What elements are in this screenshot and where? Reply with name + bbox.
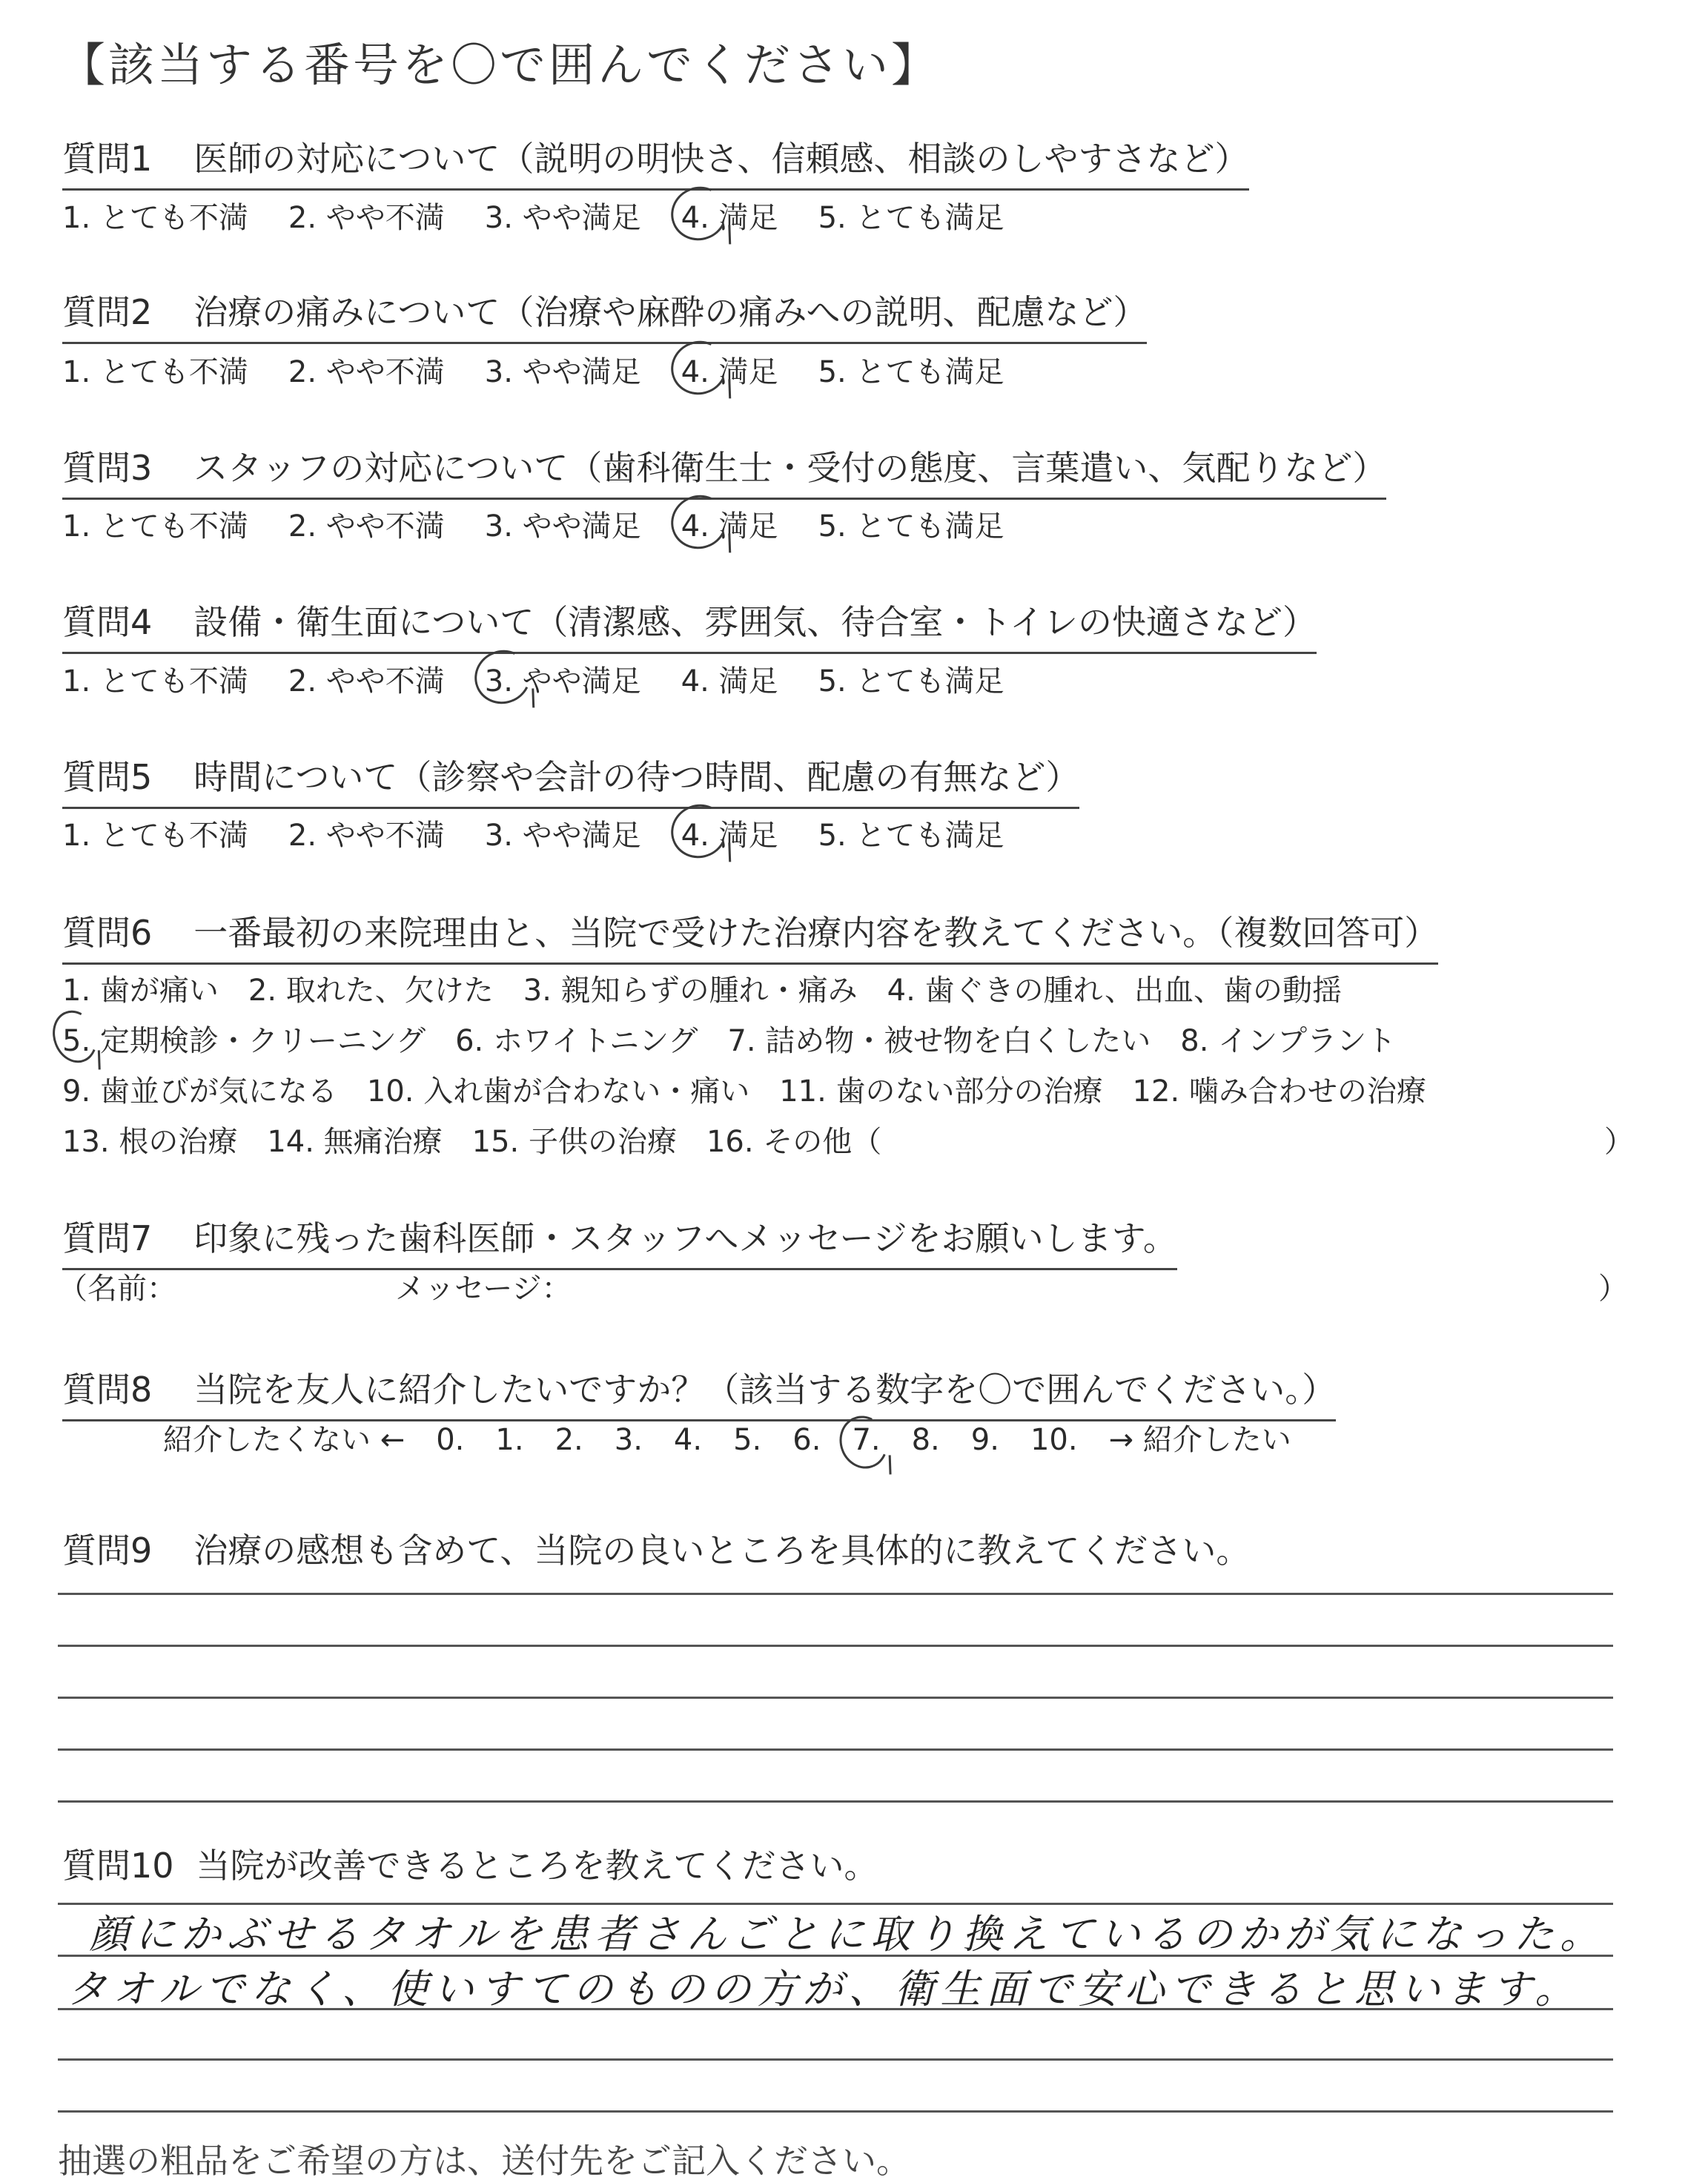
q10-handwritten-answer-2: タオルでなく、使いすてのものの方が、衛生面で安心できると思います。 (67, 1966, 1581, 2012)
question-8-text: 当院を友人に紹介したいですか？（該当する数字を〇で囲んでください。） (193, 1370, 1337, 1410)
q6-option-14[interactable]: 14. 無痛治療 (267, 1125, 443, 1159)
question-9-number: 質問9 (62, 1530, 153, 1571)
q4-option-2[interactable]: 2. やや不満 (288, 664, 445, 699)
q9-answer-line-4[interactable] (58, 1748, 1613, 1751)
question-6-title (62, 906, 1438, 965)
question-1-title (62, 132, 1249, 191)
question-5-number: 質問5 (62, 757, 153, 797)
q8-score-2[interactable]: 2. (555, 1423, 583, 1457)
question-4-number: 質問4 (62, 602, 153, 642)
question-1-text: 医師の対応について（説明の明快さ、信頼感、相談のしやすさなど） (193, 139, 1249, 179)
q5-option-5[interactable]: 5. とても満足 (818, 819, 1004, 853)
q2-option-1[interactable]: 1. とても不満 (62, 355, 248, 389)
q6-option-16[interactable]: 16. その他（ (706, 1125, 882, 1159)
question-6-text: 一番最初の来院理由と、当院で受けた治療内容を教えてください。（複数回答可） (193, 913, 1439, 953)
q8-score-9[interactable]: 9. (970, 1423, 999, 1457)
q6-option-4[interactable]: 4. 歯ぐきの腫れ、出血、歯の動揺 (887, 974, 1342, 1008)
q6-option-10[interactable]: 10. 入れ歯が合わない・痛い (366, 1074, 750, 1109)
question-5-title (62, 750, 1079, 809)
q8-score-4[interactable]: 4. (673, 1423, 703, 1457)
q6-options-row-1 (62, 967, 1371, 1009)
q6-options-row-3 (62, 1068, 1456, 1110)
q8-score-1[interactable]: 1. (495, 1423, 524, 1457)
q6-option-13[interactable]: 13. 根の治療 (62, 1125, 238, 1159)
q7-close-paren: ） (1598, 1272, 1628, 1306)
q2-option-3[interactable]: 3. やや満足 (484, 355, 641, 389)
q8-score-5[interactable]: 5. (733, 1423, 762, 1457)
q7-name-label: （名前： (58, 1272, 176, 1306)
q10-answer-line-2 (58, 1955, 1613, 1957)
q4-option-3-selected[interactable]: 3. やや満足 (485, 658, 641, 700)
q8-scale (163, 1416, 1323, 1459)
q5-option-2[interactable]: 2. やや不満 (288, 819, 445, 853)
q6-option-3[interactable]: 3. 親知らずの腫れ・痛み (523, 974, 858, 1008)
q8-score-0[interactable]: 0. (436, 1423, 465, 1457)
q6-option-8[interactable]: 8. インプラント (1180, 1024, 1397, 1058)
q3-option-1[interactable]: 1. とても不満 (62, 509, 248, 544)
q8-score-10[interactable]: 10. (1030, 1423, 1078, 1457)
q8-left-label: 紹介したくない ← (163, 1423, 406, 1457)
q1-option-2[interactable]: 2. やや不満 (288, 201, 445, 235)
question-7-title (62, 1212, 1177, 1270)
question-4-text: 設備・衛生面について（清潔感、雰囲気、待合室・トイレの快適さなど） (193, 602, 1317, 642)
q1-option-4-selected[interactable]: 4. 満足 (681, 194, 778, 237)
question-2-number: 質問2 (62, 292, 153, 332)
question-3-options (62, 503, 1004, 545)
q9-answer-line-1[interactable] (58, 1593, 1613, 1595)
question-8-title (62, 1363, 1336, 1421)
q6-option-11[interactable]: 11. 歯のない部分の治療 (779, 1074, 1103, 1109)
q4-option-1[interactable]: 1. とても不満 (62, 664, 248, 699)
q10-answer-line-4[interactable] (58, 2058, 1613, 2061)
q2-option-5[interactable]: 5. とても満足 (818, 355, 1004, 389)
question-10-text: 当院が改善できるところを教えてください。 (196, 1846, 878, 1886)
q9-answer-line-2[interactable] (58, 1645, 1613, 1647)
q3-option-4-selected[interactable]: 4. 満足 (681, 503, 778, 545)
question-3-title (62, 441, 1386, 500)
q6-option-1[interactable]: 1. 歯が痛い (62, 974, 219, 1008)
selection-circle (833, 1409, 896, 1476)
q4-option-4[interactable]: 4. 満足 (681, 664, 778, 699)
q3-option-3[interactable]: 3. やや満足 (484, 509, 641, 544)
question-3-text: スタッフの対応について（歯科衛生士・受付の態度、言葉遣い、気配りなど） (193, 448, 1387, 488)
q4-option-5[interactable]: 5. とても満足 (818, 664, 1004, 699)
question-2-title (62, 285, 1147, 344)
q6-options-row-4 (62, 1118, 1634, 1160)
question-5-options (62, 812, 1004, 854)
question-10-number: 質問10 (62, 1846, 174, 1886)
q9-answer-line-5[interactable] (58, 1800, 1613, 1803)
q6-option-2[interactable]: 2. 取れた、欠けた (248, 974, 494, 1008)
question-4-options (62, 658, 1004, 700)
question-1-options (62, 194, 1004, 237)
q6-option-6[interactable]: 6. ホワイトニング (455, 1024, 698, 1058)
question-5-text: 時間について（診察や会計の待つ時間、配慮の有無など） (193, 757, 1080, 797)
question-7-number: 質問7 (62, 1218, 153, 1258)
q2-option-2[interactable]: 2. やや不満 (288, 355, 445, 389)
q6-option-5-selected[interactable]: 5. 定期検診・クリーニング (62, 1017, 426, 1060)
q8-score-7-selected[interactable]: 7. (852, 1423, 880, 1457)
question-6-number: 質問6 (62, 913, 153, 953)
selection-circle (45, 1004, 104, 1069)
q6-options-row-2 (62, 1017, 1426, 1060)
q2-option-4-selected[interactable]: 4. 満足 (681, 349, 778, 391)
form-header: 【該当する番号を〇で囲んでください】 (59, 38, 941, 92)
q6-option-7[interactable]: 7. 詰め物・被せ物を白くしたい (727, 1024, 1151, 1058)
question-3-number: 質問3 (62, 448, 153, 488)
question-7-text: 印象に残った歯科医師・スタッフへメッセージをお願いします。 (193, 1218, 1177, 1258)
q8-right-label: → 紹介したい (1108, 1423, 1291, 1457)
q5-option-4-selected[interactable]: 4. 満足 (681, 812, 778, 854)
q10-answer-line-5[interactable] (58, 2110, 1613, 2113)
q5-option-1[interactable]: 1. とても不満 (62, 819, 248, 853)
q6-option-9[interactable]: 9. 歯並びが気になる (62, 1074, 337, 1109)
q8-score-6[interactable]: 6. (792, 1423, 821, 1457)
question-2-options (62, 349, 1004, 391)
question-2-text: 治療の痛みについて（治療や麻酔の痛みへの説明、配慮など） (193, 292, 1148, 332)
q6-option-12[interactable]: 12. 噛み合わせの治療 (1132, 1074, 1426, 1109)
q10-handwritten-answer-1: 顔にかぶせるタオルを患者さんごとに取り換えているのかが気になった。 (89, 1911, 1606, 1958)
q9-answer-line-3[interactable] (58, 1697, 1613, 1699)
q1-option-1[interactable]: 1. とても不満 (62, 201, 248, 235)
q8-score-8[interactable]: 8. (911, 1423, 940, 1457)
question-4-title (62, 595, 1317, 654)
footer-note: 抽選の粗品をご希望の方は、送付先をご記入ください。 (58, 2141, 910, 2181)
q10-answer-line-3 (58, 2008, 1613, 2010)
q8-score-3[interactable]: 3. (614, 1423, 643, 1457)
q7-message-label: メッセージ： (395, 1272, 572, 1306)
q3-option-5[interactable]: 5. とても満足 (818, 509, 1004, 544)
question-1-number: 質問1 (62, 139, 153, 179)
question-8-number: 質問8 (62, 1370, 153, 1410)
question-10-title (62, 1839, 878, 1895)
q6-other-close-paren: ） (1604, 1125, 1634, 1159)
q1-option-3[interactable]: 3. やや満足 (484, 201, 641, 235)
q7-fields (58, 1265, 1628, 1307)
q6-option-15[interactable]: 15. 子供の治療 (471, 1125, 677, 1159)
question-9-title (62, 1524, 1250, 1580)
question-9-text: 治療の感想も含めて、当院の良いところを具体的に教えてください。 (193, 1530, 1251, 1571)
q1-option-5[interactable]: 5. とても満足 (818, 201, 1004, 235)
q3-option-2[interactable]: 2. やや不満 (288, 509, 445, 544)
q5-option-3[interactable]: 3. やや満足 (484, 819, 641, 853)
